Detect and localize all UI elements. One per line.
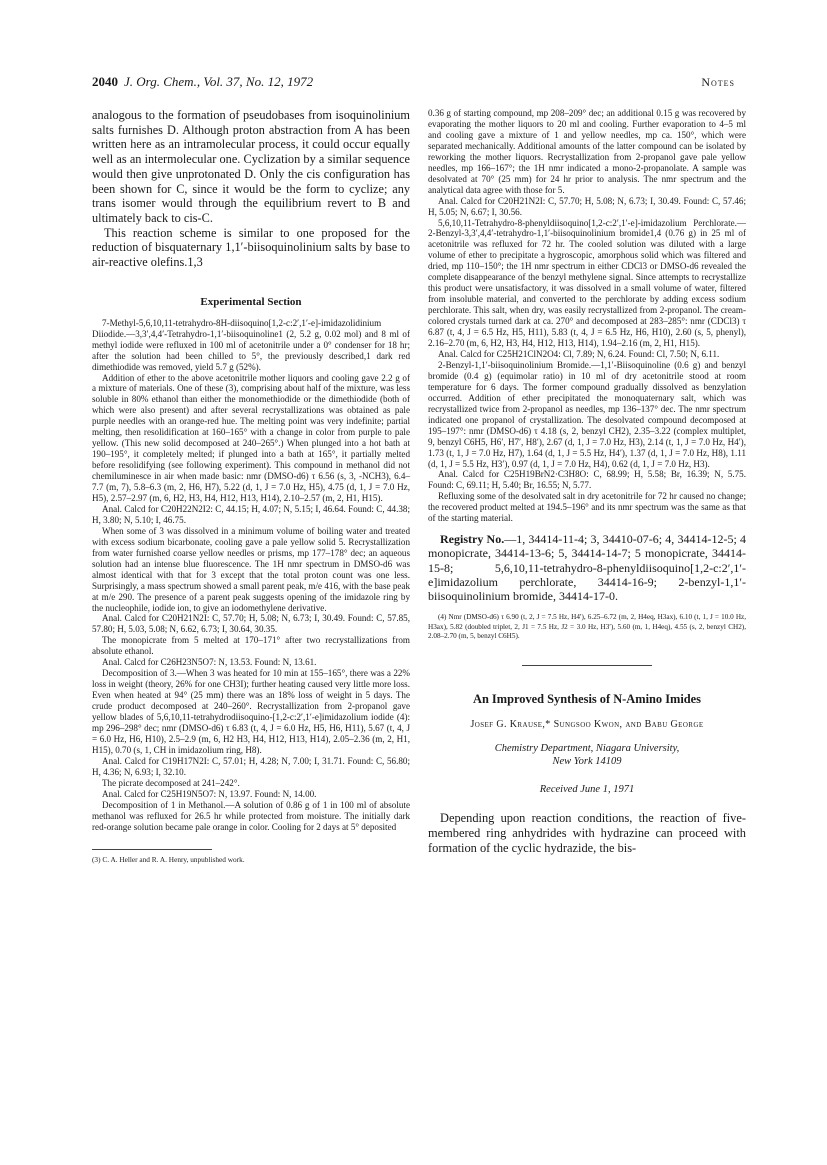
experimental-paragraph: The monopicrate from 5 melted at 170–171° after two recrystallizations from absolute ethanol.	[92, 635, 410, 657]
section-label: Notes	[701, 75, 735, 89]
experimental-paragraph: Decomposition of 3.—When 3 was heated for 10 min at 155–165°, there was a 22% loss in weight (theory, 26% for one CH3I); further heating caused very little more loss. Even when heated at 94° (25 mm) there was an 18% loss of weight in 5 days. The crude product decomposed at 240–260°. Recrystallization from 2-propanol gave yellow blades of 5,6,10,11-tetrahydrodiisoquino-[1,2-c:2′,1′-e]imidazolium iodide (4): mp 296–298° dec; nmr (DMSO-d6) τ 6.83 (t, 4, J = 6.0 Hz, H5, H6, H11), 5.67 (t, 4, J = 6.0 Hz, H6, H10), 2.5–2.9 (m, 6, H2 H3, H4, H12, H13, H14), 2.05–2.36 (m, 2, H1, H15), 0.70 (s, 1, CH in imidazolium ring, H8).	[92, 668, 410, 755]
footnote-3: (3) C. A. Heller and R. A. Henry, unpublished work.	[92, 854, 245, 864]
footnote-divider	[92, 849, 212, 850]
analysis-paragraph: Anal. Calcd for C25H19N5O7: N, 13.97. Found: N, 14.00.	[102, 788, 317, 799]
analysis-paragraph: Anal. Calcd for C20H21N2I: C, 57.70; H, 5.08; N, 6.73; I, 30.49. Found: C, 57.85, 57.80; H, 5.03, 5.08; N, 6.62, 6.73; I, 30.64, 30.35.	[92, 613, 410, 635]
experimental-paragraph: 5,6,10,11-Tetrahydro-8-phenyldiisoquino[1,2-c:2′,1′-e]-imidazolium Perchlorate.—2-Benzyl-3,3′,4,4′-tetrahydro-1,1′-biisoquinolinium bromide1,4 (0.76 g) in 25 ml of acetonitrile was refluxed for 72 hr. The cooled solution was diluted with a large volume of ether to precipitate a hygroscopic, amorphous solid which was filtered and dried, mp 110–150°; the 1H nmr spectrum in either CDCl3 or DMSO-d6 revealed the complete disappearance of the benzyl methylene signal. Since attempts to recrystallize this product were unsatisfactory, it was dissolved in a small volume of water, filtered from insoluble material, and converted to the perchlorate by adding excess sodium perchlorate. This salt, when dry, was easily recrystallized from 2-propanol. The cream-colored crystals turned dark at ca. 270° and decomposed at 283–285°: nmr (CDCl3) τ 6.87 (t, 4, J = 6.5 Hz, H5, H11), 5.83 (t, 4, J = 6.5 Hz, H6, H10), 2.60 (s, 5, phenyl), 2.16–2.70 (m, 6, H2, H3, H4, H12, H13, H14), 1.94–2.16 (m, 2, H1, H15).	[428, 217, 746, 349]
analysis-paragraph: Anal. Calcd for C20H21N2I: C, 57.70; H, 5.08; N, 6.73; I, 30.49. Found: C, 57.46; H, 5.05; N, 6.67; I, 30.56.	[428, 195, 746, 217]
article-authors: Josef G. Krause,* Sungsoo Kwon, and Babu George	[470, 719, 704, 731]
discussion-paragraph: This reaction scheme is similar to one proposed for the reduction of bisquaternary 1,1′-biisoquinolinium salts by base to air-reactive olefins.1,3	[92, 225, 410, 270]
section-heading: Experimental Section	[200, 295, 302, 308]
experimental-paragraph: Refluxing some of the desolvated salt in dry acetonitrile for 72 hr caused no change; the recovered product melted at 194.5–196° and its nmr spectrum was the same as that of the starting material.	[428, 491, 746, 524]
experimental-paragraph: 2-Benzyl-1,1′-biisoquinolinium Bromide.—1,1′-Biisoquinoline (0.6 g) and benzyl bromide (0.4 g) (equimolar ratio) in 10 ml of dry acetonitrile stood at room temperature for 6 days. The former compound gradually dissolved as benzylation occurred. Addition of ether precipitated the monoquaternary salt, which was recrystallized twice from 2-propanol as needles, mp 136–137° dec. The nmr spectrum indicated one propanol of crystallization. The desolvated compound decomposed at 195–197°: nmr (DMSO-d6) τ 4.18 (s, 2, benzyl CH2), 2.35–3.22 (complex multiplet, 9, benzyl C6H5, H6′, H7′, H8′), 2.67 (d, 1, J = 7.0 Hz, H3), 2.14 (t, 1, J = 7.0 Hz, H4′), 1.73 (t, 1, J = 7.0 Hz, H7), 1.64 (d, 1, J = 5.5 Hz, H4′), 1.37 (d, 1, J = 7.0 Hz, H8), 1.11 (d, 1, J = 5.5 Hz, H3′), 0.97 (d, 1, J = 7.0 Hz, H4), 0.62 (d, 1, J = 7.0 Hz, H3).	[428, 359, 746, 469]
article-opening-text: Depending upon reaction conditions, the reaction of five-membered ring anhydrides with hydrazine can proceed with formation of the cyclic hydrazide, the bis-	[428, 811, 746, 856]
right-column	[428, 108, 746, 1068]
left-column	[92, 108, 410, 1048]
analysis-paragraph: Anal. Calcd for C25H19BrN2·C3H8O: C, 68.99; H, 5.58; Br, 16.39; N, 5.75. Found: C, 69.11; H, 5.40; Br, 16.55; N, 5.77.	[428, 469, 746, 491]
registry-label: Registry No.	[440, 532, 505, 547]
header-left	[92, 74, 313, 90]
analysis-paragraph: Anal. Calcd for C20H22N2I2: C, 44.15; H, 4.07; N, 5.15; I, 46.64. Found: C, 44.38; H, 3.80; N, 5.10; I, 46.75.	[92, 503, 410, 525]
discussion-paragraph: analogous to the formation of pseudobases from isoquinolinium salts furnishes D. Although proton abstraction from A has been written here as an intramolecular process, it could occur equally well as an intermolecular one. Cyclization by a similar sequence would then give unprotonated D. Only the cis configuration has been shown for C, since it would be the form to cyclize; any trans isomer would through the equilibrium revert to B and ultimately back to cis-C.	[92, 108, 410, 225]
affiliation-line: New York 14109	[552, 756, 622, 768]
experimental-paragraph: When some of 3 was dissolved in a minimum volume of boiling water and treated with excess sodium bicarbonate, cooling gave a pale yellow solid 5. Recrystallization from water furnished coarse yellow needles or prisms, mp 177–178° dec; an aqueous solution had an intense blue fluorescence. The 1H nmr spectrum in DMSO-d6 was almost identical with that for 3 except that the total proton count was one less. Surprisingly, a mass spectrum showed a small parent peak, m/e 416, with the base peak at m/e 290. The presence of a parent peak suggests opening of the imidazole ring by the nucleophile, iodide ion, to give an iodomethylene derivative.	[92, 525, 410, 613]
footnote-4: (4) Nmr (DMSO-d6) τ 6.90 (t, 2, J = 7.5 Hz, H4′), 6.25–6.72 (m, 2, H4eq, H3ax), 6.10 (t, 1, J = 10.0 Hz, H3ax), 5.82 (doubled triplet, 2, J1 = 7.5 Hz, J2 = 3.0 Hz, H3′), 5.60 (m, 1, H4eq), 4.55 (s, 2, benzyl CH2), 2.08–2.70 (m, 5, benzyl C6H5).	[428, 613, 746, 640]
experimental-paragraph: Addition of ether to the above acetonitrile mother liquors and cooling gave 2.2 g of a mixture of materials. One of these (3), comprising about half of the mixture, was less soluble in 80% ethanol than either the monomethiodide or the dimethiodide (both of which were also present) and after several recrystallizations was obtained as pale purple needles with an orange-red hue. The melting point was very indefinite; partial melting, then resolidification at 160–165° with a change in color from purple to pale yellow. (This new solid decomposed at 240–265°.) When plunged into a hot bath at 190–195°, it completely melted; if plunged into a bath at 165°, it partially melted before resolidifying (see following experiment). This compound in methanol did not chemiluminesce in air when made basic: nmr (DMSO-d6) τ 6.56 (s, 3, -NCH3), 6.4–7.7 (m, 7), 5.8–6.3 (m, 2, H6, H7), 5.22 (d, 1, J = 7.0 Hz, H5), 4.75 (d, 1, J = 7.0 Hz, H5), 2.57–2.97 (m, 6, H2, H3, H4, H12, H13, H14), 2.10–2.57 (m, 2, H1, H15).	[92, 372, 410, 503]
received-date: Received June 1, 1971	[539, 784, 635, 796]
experimental-paragraph: 7-Methyl-5,6,10,11-tetrahydro-8H-diisoquino[1,2-c:2′,1′-e]-imidazolidinium Diiodide.—3,3′,4,4′-Tetrahydro-1,1′-biisoquinoline1 (2, 5.2 g, 0.02 mol) and 8 ml of methyl iodide were refluxed in 100 ml of acetonitrile under a 0° condenser for 18 hr; after the solution had been chilled to 5°, the previously described,1 dark red dimethiodide was removed, yield 5.7 g (52%).	[92, 317, 410, 372]
analysis-paragraph: Anal. Calcd for C19H17N2I: C, 57.01; H, 4.28; N, 7.00; I, 31.71. Found: C, 56.80; H, 4.36; N, 6.93; I, 32.10.	[92, 755, 410, 777]
analysis-paragraph: Anal. Calcd for C25H21ClN2O4: Cl, 7.89; N, 6.24. Found: Cl, 7.50; N, 6.11.	[438, 348, 720, 359]
article-divider	[522, 665, 652, 666]
page-number: 2040	[92, 74, 118, 89]
experimental-paragraph: 0.36 g of starting compound, mp 208–209° dec; an additional 0.15 g was recovered by evaporating the mother liquors to 20 ml and cooling. Further evaporation to 4–5 ml and cooling gave a mixture of 1 and yellow needles, mp ca. 150°, which were separated mechanically. Additional amounts of the latter compound can be isolated by reworking the mother liquors. Recrystallization from 2-propanol gave pale yellow needles, mp 166–167°; the 1H nmr indicated a mono-2-propanolate. A sample was desolvated at 70° (25 mm) for 24 hr prior to analysis. The nmr spectrum and the analytical data agree with those for 5.	[428, 108, 746, 195]
registry-text: —1, 34414-11-4; 3, 34410-07-6; 4, 34414-12-5; 4 monopicrate, 34414-13-6; 5, 34414-14-7; 5 monopicrate, 34414-15-8; 5,6,10,11-tetrahydro-8-phenyldiisoquino[1,2-c:2′,1′-e]imidazolium perchlorate, 34414-16-9; 2-benzyl-1,1′-biisoquinolinium bromide, 34414-17-0.	[428, 532, 746, 604]
experimental-paragraph: The picrate decomposed at 241–242°.	[102, 777, 240, 788]
registry-numbers	[428, 532, 746, 603]
experimental-paragraph: Decomposition of 1 in Methanol.—A solution of 0.86 g of 1 in 100 ml of absolute methanol was refluxed for 26.5 hr while protected from moisture. The initially dark red-orange solution became pale orange in color. Cooling for 2 days at 5° deposited	[92, 799, 410, 832]
affiliation-line: Chemistry Department, Niagara University,	[494, 743, 680, 755]
experimental-continued	[428, 108, 746, 524]
running-header	[92, 74, 735, 92]
journal-citation: J. Org. Chem., Vol. 37, No. 12, 1972	[124, 74, 314, 89]
article-title: An Improved Synthesis of N-Amino Imides	[473, 692, 701, 707]
experimental-text	[92, 318, 410, 833]
analysis-paragraph: Anal. Calcd for C26H23N5O7: N, 13.53. Found: N, 13.61.	[102, 657, 317, 668]
discussion-text	[92, 108, 410, 270]
